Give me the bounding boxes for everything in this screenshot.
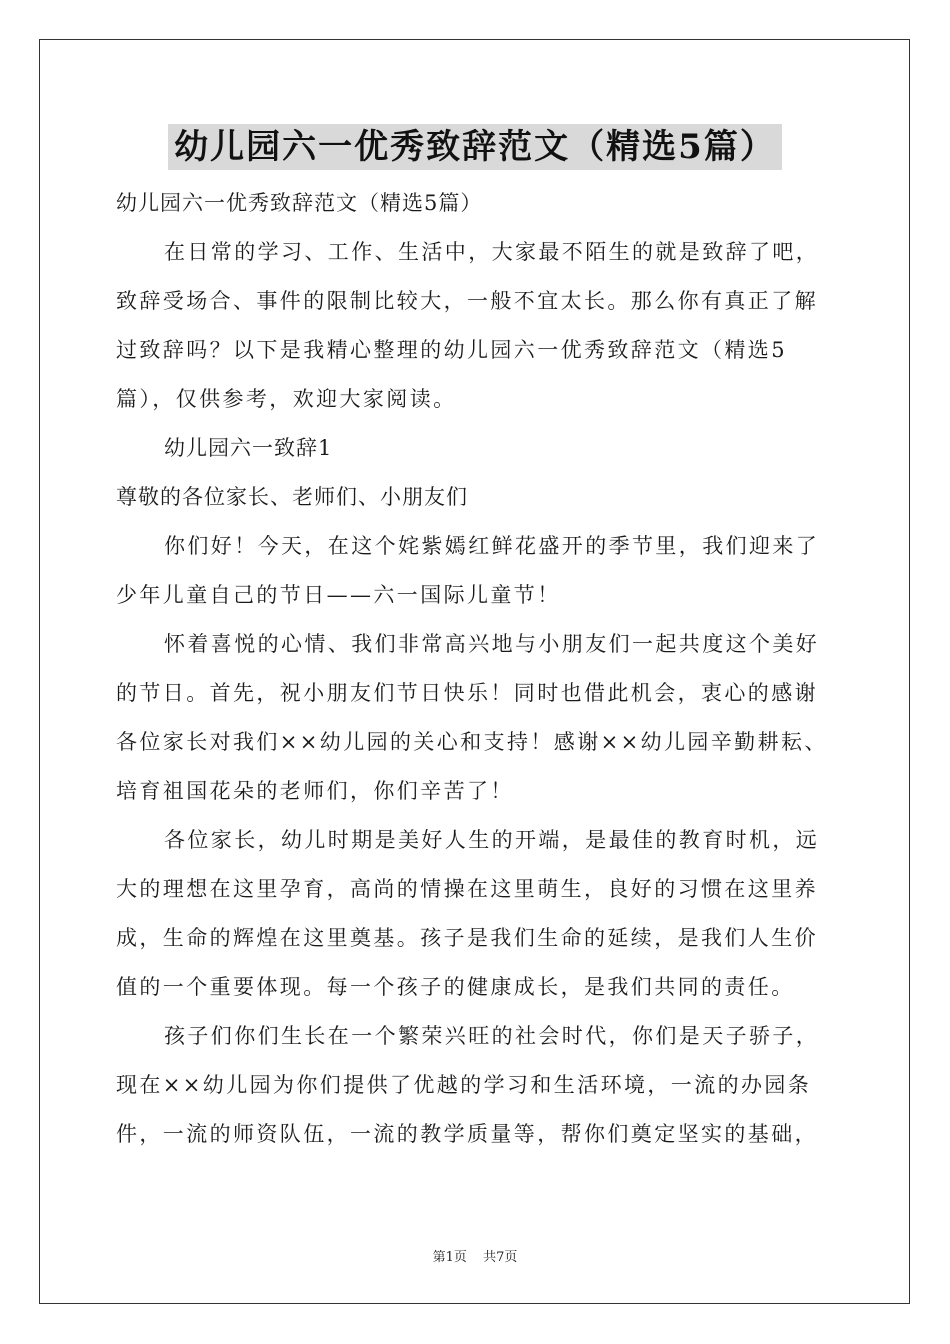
subtitle: 幼儿园六一优秀致辞范文（精选5篇） [116,191,483,215]
title-container [0,124,950,170]
paragraph-line: 培育祖国花朵的老师们，你们辛苦了！ [116,779,514,803]
document-title: 幼儿园六一优秀致辞范文（精选5篇） [168,124,782,170]
paragraph-line: 少年儿童自己的节日——六一国际儿童节！ [116,583,561,607]
section-heading: 幼儿园六一致辞1 [164,436,333,460]
document-body [116,179,836,1159]
paragraph-line: 各位家长，幼儿时期是美好人生的开端，是最佳的教育时机，远 [164,828,820,852]
page-total: 共7页 [483,1250,518,1265]
paragraph-line: 现在××幼儿园为你们提供了优越的学习和生活环境，一流的办园条 [116,1073,812,1097]
page-footer [0,1246,950,1265]
intro-line: 在日常的学习、工作、生活中，大家最不陌生的就是致辞了吧， [164,240,820,264]
page-number: 第1页 [432,1250,467,1265]
intro-line: 篇），仅供参考，欢迎大家阅读。 [116,387,457,411]
paragraph-line: 怀着喜悦的心情、我们非常高兴地与小朋友们一起共度这个美好 [164,632,820,656]
paragraph-line: 你们好！今天，在这个姹紫嫣红鲜花盛开的季节里，我们迎来了 [164,534,820,558]
intro-line: 过致辞吗？以下是我精心整理的幼儿园六一优秀致辞范文（精选5 [116,338,787,362]
paragraph-line: 的节日。首先，祝小朋友们节日快乐！同时也借此机会，衷心的感谢 [116,681,818,705]
salutation: 尊敬的各位家长、老师们、小朋友们 [116,485,468,509]
paragraph-line: 成，生命的辉煌在这里奠基。孩子是我们生命的延续，是我们人生价 [116,926,818,950]
paragraph-line: 孩子们你们生长在一个繁荣兴旺的社会时代，你们是天子骄子， [164,1024,820,1048]
paragraph-line: 各位家长对我们××幼儿园的关心和支持！感谢××幼儿园辛勤耕耘、 [116,730,828,754]
paragraph-line: 大的理想在这里孕育，高尚的情操在这里萌生，良好的习惯在这里养 [116,877,818,901]
paragraph-line: 件，一流的师资队伍，一流的教学质量等，帮你们奠定坚实的基础， [116,1122,818,1146]
paragraph-line: 值的一个重要体现。每一个孩子的健康成长，是我们共同的责任。 [116,975,795,999]
intro-line: 致辞受场合、事件的限制比较大，一般不宜太长。那么你有真正了解 [116,289,818,313]
